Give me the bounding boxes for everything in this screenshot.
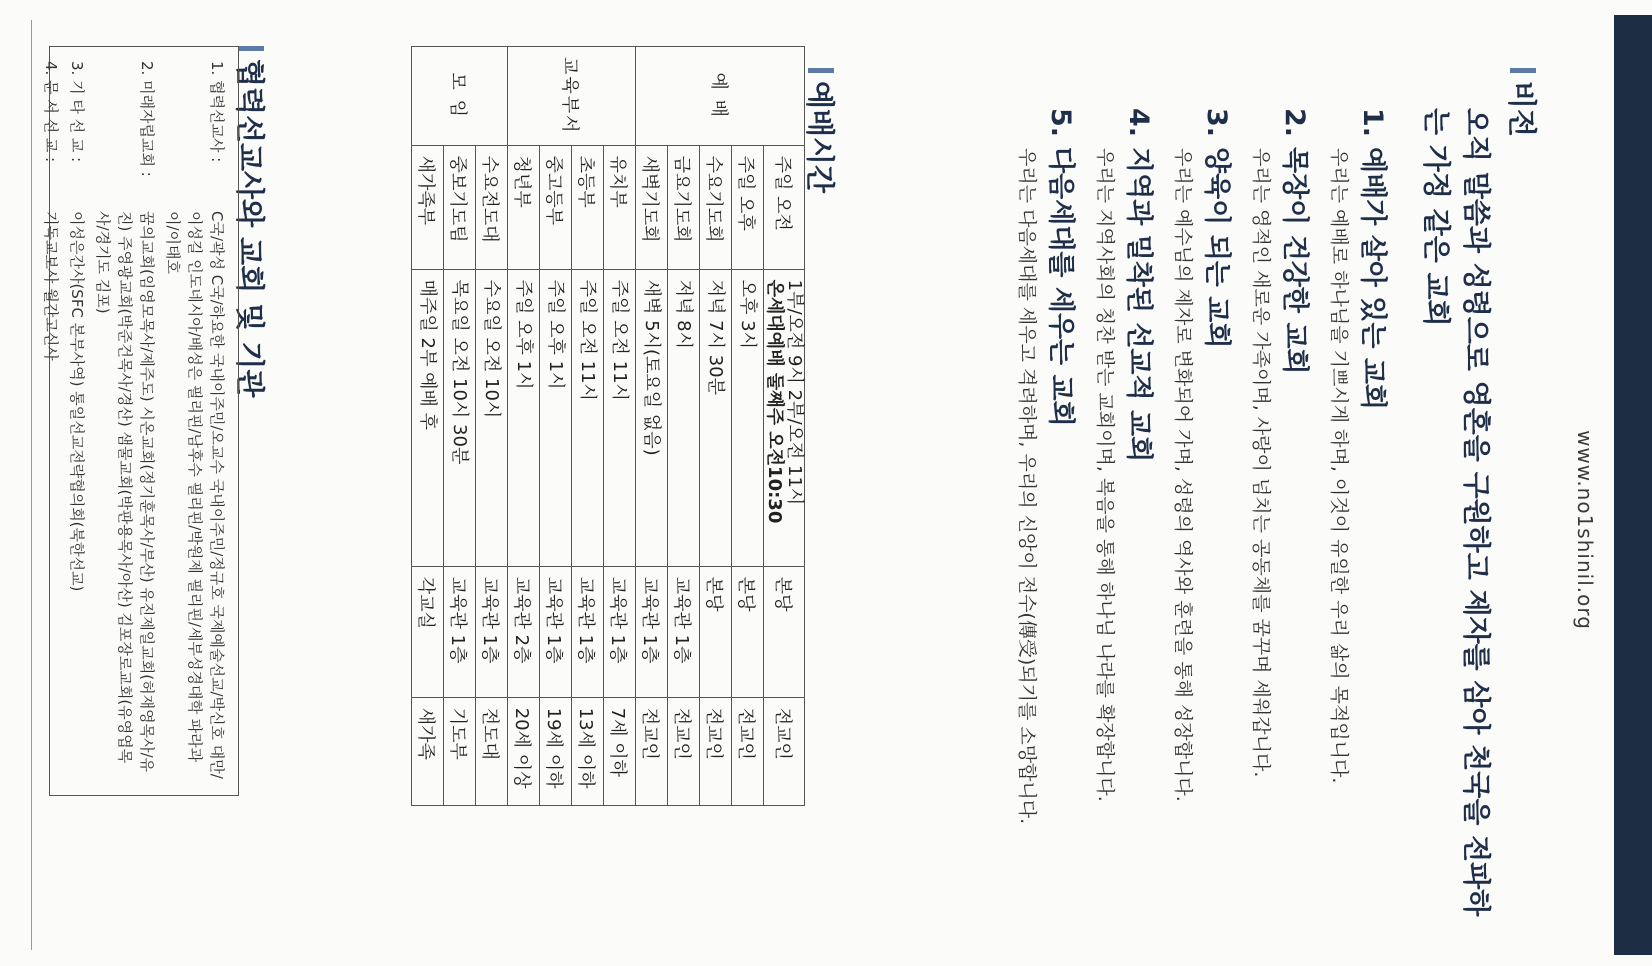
target-cell: 19세 이하 [540, 697, 572, 805]
time-text: 수요일 오전 10시 [481, 279, 503, 419]
time-text: 새벽 5시(토요일 없음) [641, 279, 663, 456]
target-cell: 전교인 [732, 697, 764, 805]
place-cell: 교육관 1층 [636, 566, 668, 697]
table-row [572, 47, 604, 806]
vision-item-title-text: 양육이 되는 교회 [1201, 147, 1232, 349]
time-cell [604, 269, 636, 566]
heading-accent [809, 68, 835, 73]
group-cell: 교육부서 [508, 47, 636, 146]
header-bar [1614, 15, 1652, 955]
target-cell: 새가족 [412, 697, 444, 805]
time-highlight: 온세대예배 둘째주 오전10:30 [764, 279, 785, 524]
vision-heading-text: 비전 [1505, 81, 1539, 138]
vision-item-number: 3. [1201, 108, 1232, 138]
vision-motto: 오직 말씀과 성령으로 영혼을 구원하고 제자를 삼아 천국을 전파하는 가정 같은 교회 [1420, 108, 1493, 917]
time-cell [764, 269, 805, 566]
target-cell: 전교인 [668, 697, 700, 805]
table-row [764, 47, 805, 806]
time-cell [508, 269, 540, 566]
vision-item [1324, 108, 1390, 938]
partners-box [42, 46, 239, 796]
time-text: 주일 오후 1시 [513, 279, 535, 390]
partner-value: C국/곽성 C국/하요한 국내이주민/오교수 국내이주민/정규호 국제예술선교/박신호 대만/이성길 인도네시아/배성은 필리핀/남후수 필리핀/박원제 필리핀/세부성경대학 파라과이/이태호 [164, 211, 226, 779]
vision-item-title [1120, 108, 1156, 938]
time-cell [636, 269, 668, 566]
vision-item-desc: 우리는 예수님의 제자로 변화되어 가며, 성령의 역사와 훈련을 통해 성장합니다. [1172, 148, 1194, 802]
table-row [604, 47, 636, 806]
place-cell: 교육관 2층 [508, 566, 540, 697]
time-cell [572, 269, 604, 566]
time-text: 저녁 8시 [673, 279, 695, 349]
partner-label: 3. 기 타 선 교 : [68, 61, 86, 163]
place-cell: 교육관 1층 [668, 566, 700, 697]
partner-label: 4. 문 서 선 교 : [42, 61, 60, 163]
table-row [668, 47, 700, 806]
heading-accent [1511, 68, 1537, 73]
time-cell [700, 269, 732, 566]
partner-value: 이성은간사(SFC 본부사역) 통일선교전략협의회(북한선교) [68, 211, 86, 592]
table-row [700, 47, 732, 806]
target-cell: 전도대 [476, 697, 508, 805]
vision-item [1012, 108, 1078, 938]
target-cell: 전교인 [700, 697, 732, 805]
target-cell: 13세 이하 [572, 697, 604, 805]
website-url: www.no1shinil.org [1573, 430, 1597, 630]
scan-edge-line [31, 20, 32, 950]
place-cell: 본당 [764, 566, 805, 697]
vision-item-title-text: 예배가 살아 있는 교회 [1357, 147, 1388, 410]
time-text: 저녁 7시 30분 [705, 279, 727, 395]
vision-item-title [1354, 108, 1390, 938]
time-cell [732, 269, 764, 566]
place-cell: 본당 [700, 566, 732, 697]
table-row [540, 47, 572, 806]
time-text: 매주일 2부 예배 후 [417, 279, 439, 430]
target-cell: 20세 이상 [508, 697, 540, 805]
time-cell [540, 269, 572, 566]
vision-item-number: 2. [1279, 108, 1310, 138]
vision-item [1090, 108, 1156, 938]
place-cell: 교육관 1층 [444, 566, 476, 697]
vision-item-title [1042, 108, 1078, 938]
time-text: 목요일 오전 10시 30분 [449, 279, 471, 465]
time-text: 1부/오전 9시 2부/오전 11시 [784, 279, 805, 506]
vision-item-number: 5. [1045, 108, 1076, 138]
service-cell: 새벽기도회 [636, 145, 668, 269]
partner-row [162, 61, 228, 781]
place-cell: 교육관 1층 [476, 566, 508, 697]
partner-row [66, 61, 88, 781]
service-cell: 주일 오전 [764, 145, 805, 269]
vision-item [1246, 108, 1312, 938]
vision-item-title-text: 지역과 밀착된 선교적 교회 [1123, 147, 1154, 463]
vision-list [1000, 108, 1390, 938]
vision-item-title [1276, 108, 1312, 938]
vision-item-desc: 우리는 다음세대를 세우고 격려하며, 우리의 신앙이 전수(傳受)되기를 소망합니다. [1016, 148, 1038, 825]
time-text: 주일 오전 11시 [577, 279, 599, 401]
table-row [476, 47, 508, 806]
partner-label: 1. 협력선교사 : [208, 61, 226, 163]
partners-heading-text: 협력선교사와 교회 및 기관 [233, 59, 267, 398]
table-row [444, 47, 476, 806]
vision-item-desc: 우리는 예배로 하나님을 기쁘시게 하며, 이것이 유일한 우리 삶의 목적입니다. [1328, 148, 1350, 784]
worship-heading-text: 예배시간 [803, 81, 837, 194]
vision-item-number: 4. [1123, 108, 1154, 138]
table-row [732, 47, 764, 806]
vision-item-title-text: 목장이 건강한 교회 [1279, 147, 1310, 375]
heading-accent [239, 46, 265, 51]
partner-row [92, 61, 158, 781]
vision-item [1168, 108, 1234, 938]
table-row [508, 47, 540, 806]
vision-item-title-text: 다음세대를 세우는 교회 [1045, 147, 1076, 427]
service-cell: 금요기도회 [668, 145, 700, 269]
time-cell [668, 269, 700, 566]
vision-item-desc: 우리는 영적인 새로운 가족이며, 사랑이 넘치는 공동체를 꿈꾸며 세워갑니다. [1250, 148, 1272, 778]
time-cell [412, 269, 444, 566]
worship-heading [801, 68, 842, 193]
vision-item-number: 1. [1357, 108, 1388, 138]
service-cell: 수요기도회 [700, 145, 732, 269]
time-text: 오후 3시 [737, 279, 759, 349]
place-cell: 교육관 1층 [572, 566, 604, 697]
time-cell [444, 269, 476, 566]
service-cell: 중고등부 [540, 145, 572, 269]
vision-item-title [1198, 108, 1234, 938]
service-cell: 새가족부 [412, 145, 444, 269]
service-cell: 청년부 [508, 145, 540, 269]
time-text: 주일 오전 11시 [609, 279, 631, 401]
target-cell: 기도부 [444, 697, 476, 805]
target-cell: 전교인 [636, 697, 668, 805]
group-cell: 예 배 [636, 47, 805, 146]
partner-value: 꿈의교회(임영모목사/제주도) 시온교회(정기훈목사/부산) 유진제일교회(허재영목사/유진) 주영광교회(박준건목사/경산) 샘물교회(박판용목사/아산) 김포장로교회(유영엽목사/경기도 김포) [94, 211, 156, 773]
service-cell: 주일 오후 [732, 145, 764, 269]
vision-heading [1503, 68, 1544, 137]
group-cell: 모 임 [412, 47, 508, 146]
partner-label: 2. 미래자립교회 : [138, 61, 156, 177]
vision-item-desc: 우리는 지역사회의 칭찬 받는 교회이며, 복음을 통해 하나님 나라를 확장합니다. [1094, 148, 1116, 802]
partner-row [40, 61, 62, 781]
worship-schedule-table [411, 46, 805, 806]
time-text: 주일 오후 1시 [545, 279, 567, 390]
table-row [636, 47, 668, 806]
service-cell: 유치부 [604, 145, 636, 269]
place-cell: 각교실 [412, 566, 444, 697]
service-cell: 중보기도팀 [444, 145, 476, 269]
place-cell: 교육관 1층 [540, 566, 572, 697]
place-cell: 본당 [732, 566, 764, 697]
service-cell: 수요전도대 [476, 145, 508, 269]
table-row [412, 47, 444, 806]
time-cell [476, 269, 508, 566]
target-cell: 7세 이하 [604, 697, 636, 805]
partner-value: 기독교보사 월간고신사 [42, 211, 60, 361]
service-cell: 초등부 [572, 145, 604, 269]
place-cell: 교육관 1층 [604, 566, 636, 697]
target-cell: 전교인 [764, 697, 805, 805]
